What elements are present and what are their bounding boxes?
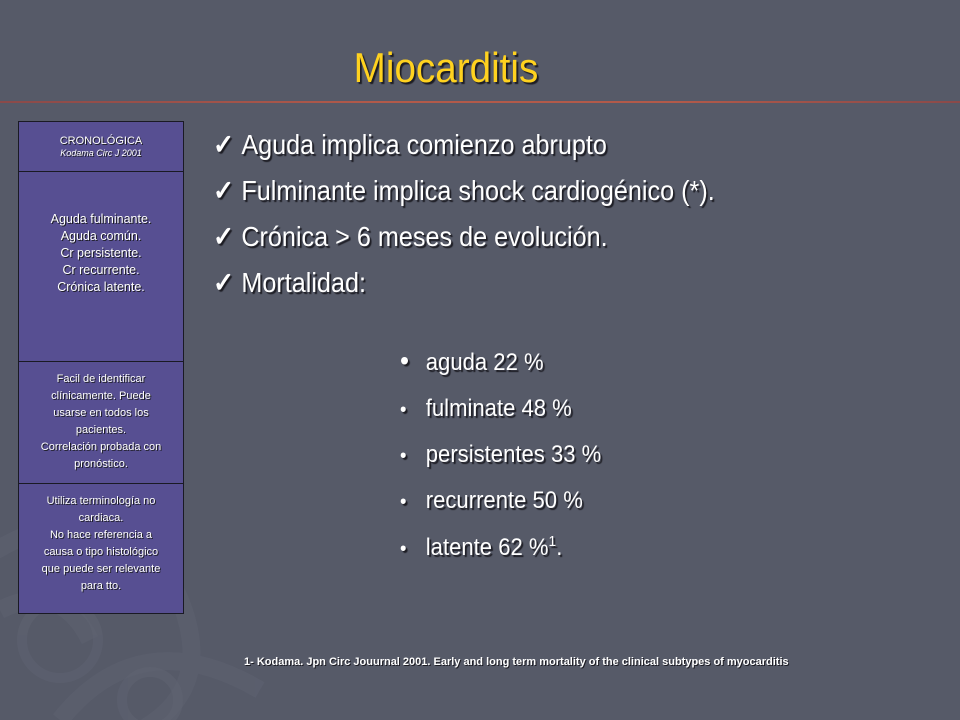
type-item: Cr persistente.: [60, 246, 142, 260]
type-item: Aguda fulminante.: [50, 212, 152, 226]
table-header-title: CRONOLÓGICA: [59, 135, 143, 147]
mortality-item: [400, 441, 601, 469]
advantage-line: pacientes.: [75, 424, 127, 436]
check-icon: ✓: [213, 221, 235, 252]
table-disadvantages-cell: [19, 484, 183, 613]
mortality-item: [400, 345, 544, 377]
bullet-icon: •: [400, 445, 407, 467]
disadvantage-line: No hace referencia a: [49, 529, 153, 541]
footnote-ref: 1: [548, 533, 557, 550]
mortality-item-text: persistentes 33 %: [425, 441, 602, 468]
check-item-text: Fulminante implica shock cardiogénico (*).: [241, 175, 715, 206]
check-item: [213, 174, 715, 207]
disadvantage-line: Utiliza terminología no: [46, 495, 156, 507]
advantage-line: pronóstico.: [74, 458, 128, 470]
table-header-subtitle: Kodama Circ J 2001: [60, 148, 142, 158]
disadvantage-line: que puede ser relevante: [41, 563, 161, 575]
mortality-item-text: recurrente 50 %: [425, 487, 583, 514]
bullet-icon: •: [400, 399, 407, 421]
table-advantages-cell: [19, 362, 183, 484]
bullet-icon: •: [400, 538, 407, 560]
table-types-cell: [19, 172, 183, 362]
mortality-item: [400, 487, 583, 515]
mortality-item-text: aguda 22 %: [425, 349, 544, 376]
classification-table: [18, 121, 184, 614]
advantage-line: usarse en todos los: [53, 407, 149, 419]
advantage-line: Facil de identificar: [56, 373, 146, 385]
type-item: Crónica latente.: [57, 280, 145, 294]
bullet-icon: •: [400, 491, 407, 513]
mortality-item-suffix: .: [556, 534, 563, 561]
advantage-line: clínicamente. Puede: [51, 390, 151, 402]
check-icon: ✓: [213, 129, 235, 160]
footnote: 1- Kodama. Jpn Circ Jouurnal 2001. Early and long term mortality of the clinical subtypes of myocarditis: [244, 656, 789, 668]
check-item: [213, 266, 366, 299]
table-header: [19, 122, 183, 172]
check-item: [213, 220, 608, 253]
disadvantage-line: cardiaca.: [78, 512, 124, 524]
disadvantage-line: causa o tipo histológico: [43, 546, 159, 558]
check-item-text: Crónica > 6 meses de evolución.: [241, 221, 608, 252]
advantage-line: Correlación probada con: [40, 441, 162, 453]
type-item: Cr recurrente.: [62, 263, 140, 277]
mortality-item-text: fulminate 48 %: [425, 395, 572, 422]
type-item: Aguda común.: [60, 229, 142, 243]
disadvantage-line: para tto.: [80, 580, 122, 592]
check-item-text: Aguda implica comienzo abrupto: [241, 129, 607, 160]
mortality-item: [400, 395, 572, 423]
mortality-item-text: latente 62 %: [425, 534, 549, 561]
bullet-icon: •: [400, 345, 410, 376]
mortality-item: [400, 533, 562, 562]
check-icon: ✓: [213, 175, 235, 206]
check-item: [213, 128, 607, 161]
check-item-text: Mortalidad:: [241, 267, 366, 298]
slide-title: Miocarditis: [353, 44, 539, 91]
check-icon: ✓: [213, 267, 235, 298]
title-divider: [0, 101, 960, 103]
